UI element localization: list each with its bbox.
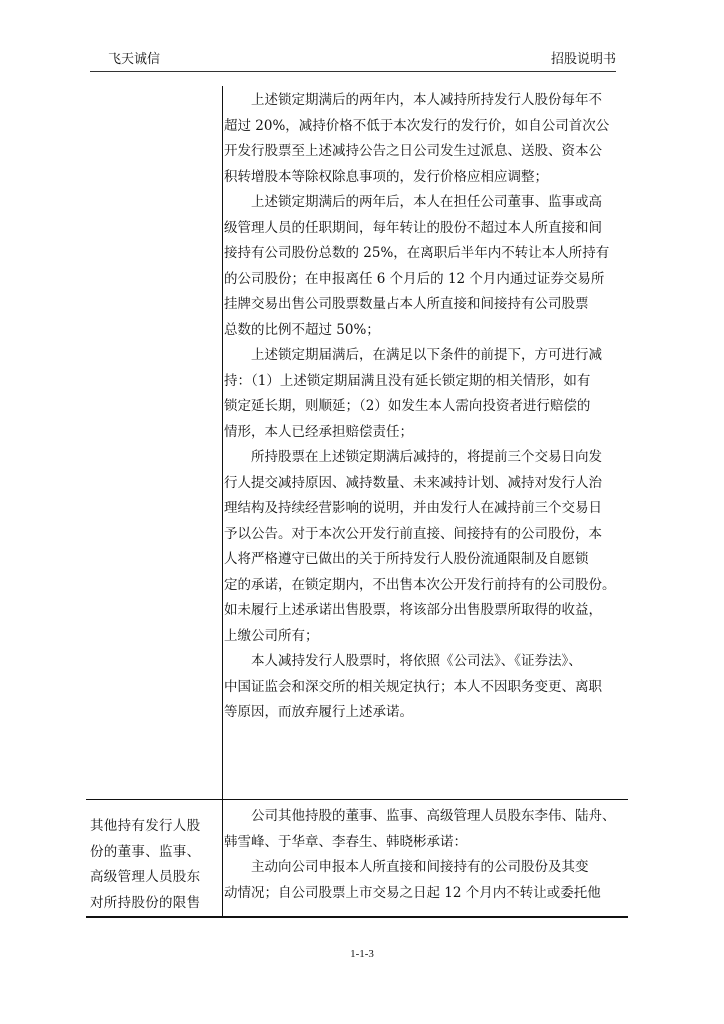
text-line: 理结构及持续经营影响的说明，并由发行人在减持前三个交易日	[224, 500, 602, 516]
paragraph	[224, 343, 626, 445]
text-line: 如未履行上述承诺出售股票，将该部分出售股票所取得的收益，	[224, 602, 602, 618]
text-line: 等原因，而放弃履行上述承诺。	[224, 704, 413, 720]
text-line: 本人减持发行人股票时，将依照《公司法》、《证券法》、	[251, 653, 582, 669]
text-line: 公司其他持股的董事、监事、高级管理人员股东李伟、陆舟、	[251, 808, 616, 824]
text-line: 行人提交减持原因、减持数量、未来减持计划、减持对发行人治	[224, 474, 602, 491]
text-line: 动情况；自公司股票上市交易之日起 12 个月内不转让或委托他	[224, 884, 601, 901]
text-line: 上述锁定期满后的两年后，本人在担任公司董事、监事或高	[251, 194, 602, 210]
text-line: 韩雪峰、于华章、李春生、韩晓彬承诺：	[224, 833, 467, 850]
text-line: 所持股票在上述锁定期满后减持的，将提前三个交易日向发	[251, 449, 602, 465]
text-line: 总数的比例不超过 50%；	[224, 321, 380, 338]
text-line: 情形，本人已经承担赔偿责任；	[224, 423, 413, 440]
row2-subject-cell	[90, 814, 220, 916]
text-line: 中国证监会和深交所的相关规定执行；本人不因职务变更、离职	[224, 678, 602, 695]
commitment-table	[86, 86, 628, 918]
table-bottom-border	[86, 916, 628, 918]
subject-line: 对所持股份的限售	[90, 894, 201, 911]
text-line: 级管理人员的任职期间，每年转让的股份不超过本人所直接和间	[224, 219, 602, 236]
paragraph	[224, 88, 626, 190]
text-line: 上缴公司所有；	[224, 627, 319, 644]
text-line: 定的承诺，在锁定期内，不出售本次公开发行前持有的公司股份。	[224, 576, 616, 593]
text-line: 超过 20%，减持价格不低于本次发行的发行价，如自公司首次公	[224, 117, 610, 134]
page-number: 1-1-3	[350, 948, 374, 960]
paragraph	[224, 445, 626, 649]
paragraph	[224, 649, 626, 726]
subject-line: 高级管理人员股东	[90, 869, 201, 885]
text-line: 持：（1）上述锁定期届满且没有延长锁定期的相关情形，如有	[224, 372, 591, 389]
table-row-divider	[86, 799, 628, 800]
paragraph	[224, 804, 626, 855]
text-line: 上述锁定期届满后，在满足以下条件的前提下，方可进行减	[251, 347, 602, 363]
text-line: 予以公告。对于本次公开发行前直接、间接持有的公司股份，本	[224, 525, 602, 542]
header-document-title: 招股说明书	[550, 52, 616, 67]
text-line: 锁定延长期，则顺延；（2）如发生本人需向投资者进行赔偿的	[224, 398, 591, 414]
text-line: 开发行股票至上述减持公告之日公司发生过派息、送股、资本公	[224, 143, 602, 159]
subject-line: 其他持有发行人股	[90, 818, 201, 834]
text-line: 上述锁定期满后的两年内，本人减持所持发行人股份每年不	[251, 92, 602, 108]
page-header	[90, 51, 616, 72]
text-line: 积转增股本等除权除息事项的，发行价格应相应调整；	[224, 168, 548, 185]
text-line: 的公司股份；在申报离任 6 个月后的 12 个月内通过证券交易所	[224, 270, 605, 287]
subject-line: 份的董事、监事、	[90, 843, 201, 860]
paragraph	[224, 855, 626, 906]
row1-content-cell	[224, 88, 626, 726]
text-line: 人将严格遵守已做出的关于所持发行人股份流通限制及自愿锁	[224, 551, 589, 567]
table-column-divider	[222, 86, 223, 918]
text-line: 挂牌交易出售公司股票数量占本人所直接和间接持有公司股票	[224, 296, 589, 312]
row2-content-cell	[224, 804, 626, 906]
paragraph	[224, 190, 626, 343]
text-line: 主动向公司申报本人所直接和间接持有的公司股份及其变	[251, 859, 589, 875]
header-company-name: 飞天诚信	[108, 52, 161, 67]
text-line: 接持有公司股份总数的 25%，在离职后半年内不转让本人所持有	[224, 245, 610, 261]
